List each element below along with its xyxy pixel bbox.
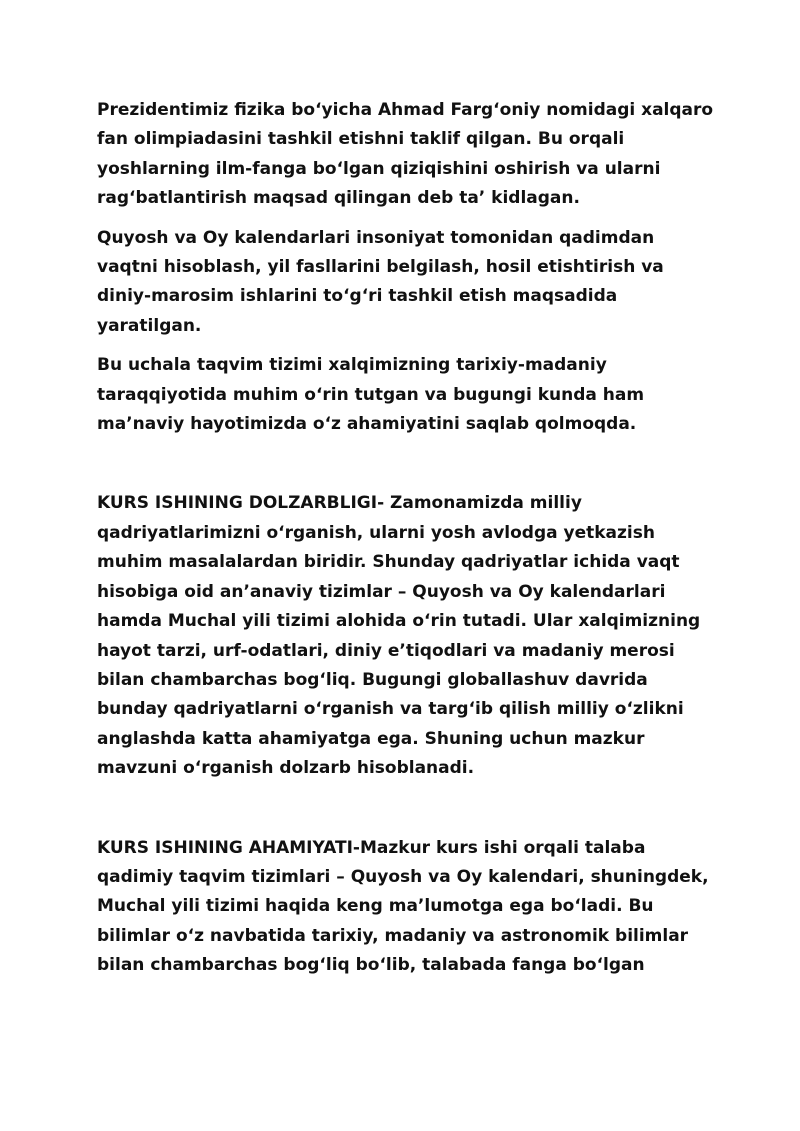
paragraph-relevance: KURS ISHINING DOLZARBLIGI- Zamonamizda milliy qadriyatlarimizni o‘rganish, ularni yosh avlodga yetkazish muhim masalalardan biridir. Shunday qadriyatlar ichida vaqt hisobiga oid an’anaviy tizimlar – Quyosh va Oy kalendarlari hamda Muchal yili tizimi alohida o‘rin tutadi. Ular xalqimizning hayot tarzi, urf-odatlari, diniy e’tiqodlari va madaniy merosi bilan chambarchas bog‘liq. Bugungi globallashuv davrida bunday qadriyatlarni o‘rganish va targ‘ib qilish milliy o‘zlikni anglashda katta ahamiyatga ega. Shuning uchun mazkur mavzuni o‘rganish dolzarb hisoblanadi. bbox=[97, 493, 701, 779]
paragraph-olympiad: Prezidentimiz fizika bo‘yicha Ahmad Farg‘oniy nomidagi xalqaro fan olimpiadasini tashkil etishni taklif qilgan. Bu orqali yoshlarning ilm-fanga bo‘lgan qiziqishini oshirish va ularni rag‘batlantirish maqsad qilingan deb ta’ kidlagan. bbox=[97, 100, 714, 209]
paragraph-importance: KURS ISHINING AHAMIYATI-Mazkur kurs ishi orqali talaba qadimiy taqvim tizimlari – Quyosh va Oy kalendari, shuningdek, Muchal yili tizimi haqida keng ma’lumotga ega bo‘ladi. Bu bilimlar o‘z navbatida tarixiy, madaniy va astronomik bilimlar bilan chambarchas bog‘liq bo‘lib, talabada fanga bo‘lgan bbox=[97, 837, 709, 976]
document-body bbox=[97, 96, 717, 981]
paragraph-calendars: Quyosh va Oy kalendarlari insoniyat tomonidan qadimdan vaqtni hisoblash, yil fasllarini belgilash, hosil etishtirish va diniy-marosim ishlarini to‘g‘ri tashkil etish maqsadida yaratilgan. bbox=[97, 227, 664, 336]
paragraph-three-systems: Bu uchala taqvim tizimi xalqimizning tarixiy-madaniy taraqqiyotida muhim o‘rin tutgan va bugungi kunda ham ma’naviy hayotimizda o‘z ahamiyatini saqlab qolmoqda. bbox=[97, 355, 645, 435]
